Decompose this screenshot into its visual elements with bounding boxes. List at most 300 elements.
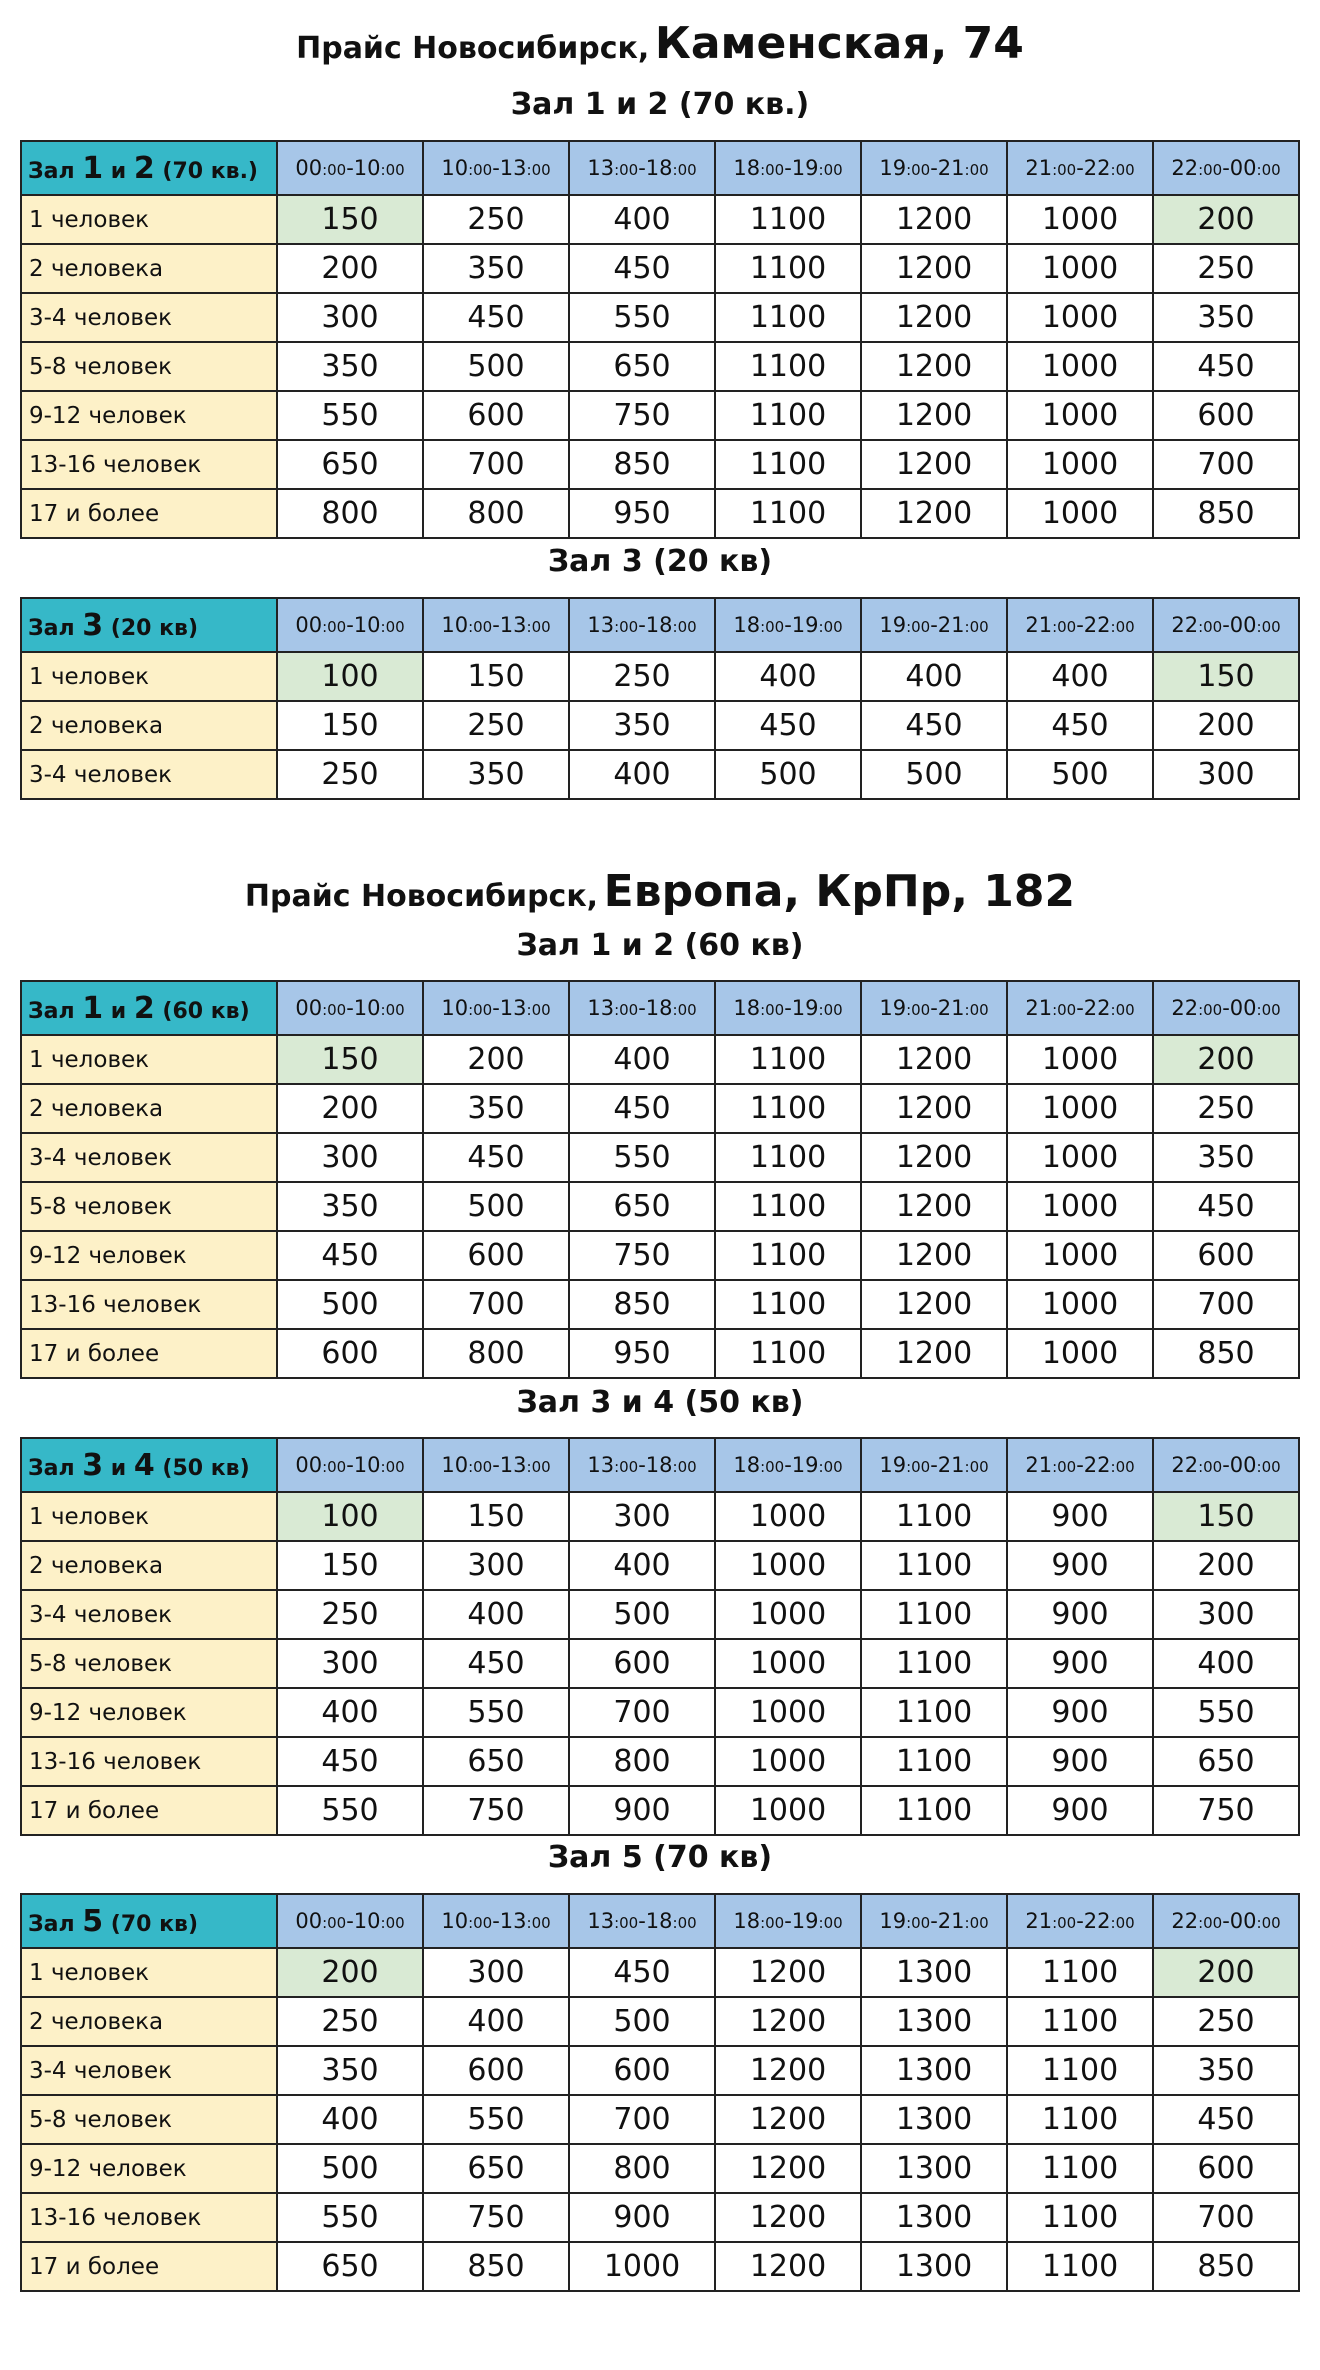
price-cell: 250 <box>569 652 715 701</box>
price-cell: 450 <box>423 1639 569 1688</box>
price-cell: 550 <box>277 2193 423 2242</box>
price-cell: 600 <box>1153 1231 1299 1280</box>
hall-number: 2 <box>133 150 155 186</box>
time-end-minutes: :00 <box>1110 161 1135 179</box>
table-header-row <box>21 1438 1299 1492</box>
hall-name-joiner: и <box>103 998 134 1024</box>
time-slot-header <box>423 1438 569 1492</box>
price-cell: 1100 <box>1007 2193 1153 2242</box>
group-size-label: 5-8 человек <box>21 1182 277 1231</box>
price-cell: 600 <box>1153 2144 1299 2193</box>
price-cell: 1100 <box>715 489 861 538</box>
time-start-hour: 18 <box>733 156 761 180</box>
time-start-hour: 13 <box>587 996 615 1020</box>
price-cell: 1100 <box>861 1786 1007 1835</box>
group-size-label: 1 человек <box>21 1948 277 1997</box>
price-cell: 250 <box>1153 1997 1299 2046</box>
time-slot-header <box>1007 1438 1153 1492</box>
time-start-hour: 10 <box>441 156 469 180</box>
price-cell: 550 <box>569 293 715 342</box>
price-cell: 350 <box>1153 1133 1299 1182</box>
time-end-minutes: :00 <box>1110 1458 1135 1476</box>
group-size-label: 17 и более <box>21 1329 277 1378</box>
time-slot-header <box>861 1438 1007 1492</box>
table-row <box>21 2046 1299 2095</box>
price-cell: 1200 <box>861 244 1007 293</box>
price-cell: 1200 <box>861 293 1007 342</box>
table-row <box>21 1688 1299 1737</box>
table-row <box>21 391 1299 440</box>
price-cell: 1000 <box>1007 1182 1153 1231</box>
time-end-hour: -13 <box>492 613 527 637</box>
time-start-minutes: :00 <box>468 1458 493 1476</box>
price-cell: 300 <box>423 1948 569 1997</box>
price-cell: 1000 <box>1007 489 1153 538</box>
time-start-minutes: :00 <box>906 1458 931 1476</box>
time-start-hour: 22 <box>1171 1909 1199 1933</box>
time-start-minutes: :00 <box>760 1001 785 1019</box>
price-cell: 450 <box>569 1084 715 1133</box>
price-cell: 150 <box>423 1492 569 1541</box>
price-cell: 1200 <box>715 2193 861 2242</box>
time-start-hour: 22 <box>1171 156 1199 180</box>
table-row <box>21 652 1299 701</box>
price-cell: 900 <box>569 1786 715 1835</box>
price-cell: 1200 <box>861 1280 1007 1329</box>
table-row <box>21 1997 1299 2046</box>
price-cell: 1000 <box>1007 1280 1153 1329</box>
group-size-label: 3-4 человек <box>21 293 277 342</box>
price-cell: 400 <box>569 750 715 799</box>
price-table <box>20 980 1300 1379</box>
time-slot-header <box>715 598 861 652</box>
time-slot-header <box>569 598 715 652</box>
time-end-hour: -18 <box>638 613 673 637</box>
group-size-label: 13-16 человек <box>21 440 277 489</box>
table-row <box>21 701 1299 750</box>
time-end-minutes: :00 <box>672 1914 697 1932</box>
price-cell: 250 <box>1153 1084 1299 1133</box>
price-cell: 1000 <box>715 1590 861 1639</box>
price-cell: 1200 <box>715 1997 861 2046</box>
price-cell: 1300 <box>861 1948 1007 1997</box>
price-cell: 1100 <box>1007 1948 1153 1997</box>
time-start-hour: 10 <box>441 613 469 637</box>
price-cell: 200 <box>277 1948 423 1997</box>
time-start-hour: 13 <box>587 156 615 180</box>
price-cell: 1100 <box>715 293 861 342</box>
price-cell: 1000 <box>1007 1084 1153 1133</box>
hall-name-cell <box>21 141 277 195</box>
hall-area: (70 кв) <box>103 1911 199 1937</box>
price-cell: 800 <box>569 2144 715 2193</box>
price-cell: 1100 <box>715 244 861 293</box>
price-cell: 550 <box>423 1688 569 1737</box>
table-row <box>21 342 1299 391</box>
time-start-minutes: :00 <box>322 618 347 636</box>
price-cell: 600 <box>1153 391 1299 440</box>
group-size-label: 17 и более <box>21 1786 277 1835</box>
price-cell: 450 <box>277 1231 423 1280</box>
table-row <box>21 2144 1299 2193</box>
time-end-minutes: :00 <box>1256 1914 1281 1932</box>
price-cell: 700 <box>1153 1280 1299 1329</box>
table-row <box>21 1133 1299 1182</box>
price-cell: 450 <box>423 293 569 342</box>
hall-area: (70 кв.) <box>154 158 258 184</box>
price-cell: 1100 <box>715 1329 861 1378</box>
time-start-hour: 22 <box>1171 1453 1199 1477</box>
price-cell: 1000 <box>569 2242 715 2291</box>
price-cell: 850 <box>1153 489 1299 538</box>
table-row <box>21 1948 1299 1997</box>
time-end-hour: -22 <box>1076 1453 1111 1477</box>
time-start-hour: 00 <box>295 613 323 637</box>
price-cell: 900 <box>1007 1786 1153 1835</box>
price-cell: 500 <box>1007 750 1153 799</box>
price-cell: 1300 <box>861 1997 1007 2046</box>
time-start-hour: 21 <box>1025 613 1053 637</box>
time-start-minutes: :00 <box>468 161 493 179</box>
price-cell: 400 <box>569 195 715 244</box>
price-cell: 750 <box>1153 1786 1299 1835</box>
time-slot-header <box>715 981 861 1035</box>
hall-title: Зал 1 и 2 (70 кв.) <box>510 87 810 122</box>
price-cell: 450 <box>569 244 715 293</box>
price-table <box>20 1893 1300 2292</box>
time-slot-header <box>277 141 423 195</box>
time-end-hour: -00 <box>1222 613 1257 637</box>
price-cell: 300 <box>277 293 423 342</box>
price-cell: 200 <box>423 1035 569 1084</box>
price-cell: 250 <box>277 1590 423 1639</box>
time-end-hour: -18 <box>638 1453 673 1477</box>
time-end-hour: -19 <box>784 996 819 1020</box>
table-row <box>21 293 1299 342</box>
price-cell: 1100 <box>1007 2046 1153 2095</box>
time-start-minutes: :00 <box>468 1914 493 1932</box>
price-cell: 400 <box>277 1688 423 1737</box>
group-size-label: 2 человека <box>21 701 277 750</box>
price-cell: 350 <box>423 1084 569 1133</box>
group-size-label: 13-16 человек <box>21 1280 277 1329</box>
price-cell: 1100 <box>715 195 861 244</box>
group-size-label: 1 человек <box>21 1492 277 1541</box>
hall-name-prefix: Зал <box>28 1455 83 1481</box>
price-cell: 1200 <box>861 489 1007 538</box>
price-cell: 400 <box>423 1590 569 1639</box>
table-row <box>21 2242 1299 2291</box>
time-slot-header <box>569 141 715 195</box>
time-end-minutes: :00 <box>1110 618 1135 636</box>
hall-number: 3 <box>82 1447 104 1483</box>
price-cell: 1100 <box>715 1035 861 1084</box>
time-start-minutes: :00 <box>322 1914 347 1932</box>
hall-name-cell <box>21 598 277 652</box>
time-start-hour: 21 <box>1025 996 1053 1020</box>
price-cell: 500 <box>715 750 861 799</box>
time-slot-header <box>861 981 1007 1035</box>
time-end-minutes: :00 <box>526 161 551 179</box>
group-size-label: 3-4 человек <box>21 750 277 799</box>
time-end-minutes: :00 <box>1256 1001 1281 1019</box>
price-cell: 150 <box>277 1541 423 1590</box>
price-cell: 500 <box>861 750 1007 799</box>
price-cell: 450 <box>1153 342 1299 391</box>
price-cell: 900 <box>1007 1541 1153 1590</box>
time-end-hour: -21 <box>930 156 965 180</box>
price-cell: 1200 <box>861 1329 1007 1378</box>
hall-name-prefix: Зал <box>28 1911 83 1937</box>
price-cell: 1000 <box>715 1688 861 1737</box>
time-start-minutes: :00 <box>1052 1914 1077 1932</box>
price-cell: 700 <box>423 1280 569 1329</box>
price-cell: 350 <box>423 750 569 799</box>
table-header-row <box>21 1894 1299 1948</box>
price-cell: 750 <box>569 1231 715 1280</box>
price-cell: 850 <box>423 2242 569 2291</box>
price-cell: 500 <box>569 1997 715 2046</box>
price-cell: 1000 <box>1007 342 1153 391</box>
price-cell: 1200 <box>715 2144 861 2193</box>
time-end-hour: -10 <box>346 1909 381 1933</box>
group-size-label: 3-4 человек <box>21 2046 277 2095</box>
time-slot-header <box>1153 141 1299 195</box>
price-cell: 1100 <box>715 1182 861 1231</box>
table-row <box>21 2193 1299 2242</box>
time-start-minutes: :00 <box>906 161 931 179</box>
time-slot-header <box>423 141 569 195</box>
time-end-minutes: :00 <box>526 618 551 636</box>
price-cell: 300 <box>1153 1590 1299 1639</box>
time-end-minutes: :00 <box>526 1914 551 1932</box>
time-slot-header <box>569 1438 715 1492</box>
price-cell: 550 <box>277 391 423 440</box>
price-cell: 250 <box>423 701 569 750</box>
price-title <box>0 866 1320 917</box>
time-start-hour: 00 <box>295 156 323 180</box>
price-cell: 1200 <box>715 2046 861 2095</box>
hall-number: 2 <box>133 990 155 1026</box>
table-header-row <box>21 141 1299 195</box>
table-row <box>21 1492 1299 1541</box>
time-start-hour: 21 <box>1025 156 1053 180</box>
price-cell: 650 <box>569 342 715 391</box>
price-title-prefix: Прайс Новосибирск, <box>296 31 650 66</box>
hall-title: Зал 5 (70 кв) <box>547 1840 773 1875</box>
table-row <box>21 195 1299 244</box>
price-table <box>20 597 1300 800</box>
table-row <box>21 1182 1299 1231</box>
time-end-minutes: :00 <box>818 1458 843 1476</box>
group-size-label: 9-12 человек <box>21 1688 277 1737</box>
price-cell: 700 <box>423 440 569 489</box>
price-cell: 850 <box>569 440 715 489</box>
hall-number: 1 <box>82 990 104 1026</box>
price-cell: 200 <box>1153 1541 1299 1590</box>
price-cell: 650 <box>1153 1737 1299 1786</box>
price-title-prefix: Прайс Новосибирск, <box>244 879 599 914</box>
time-start-minutes: :00 <box>760 1458 785 1476</box>
price-cell: 400 <box>423 1997 569 2046</box>
time-slot-header <box>1153 981 1299 1035</box>
price-title-location: Европа, КрПр, 182 <box>603 866 1076 917</box>
price-cell: 1100 <box>1007 2095 1153 2144</box>
price-cell: 700 <box>569 1688 715 1737</box>
time-end-hour: -13 <box>492 1909 527 1933</box>
price-cell: 450 <box>1007 701 1153 750</box>
time-end-hour: -21 <box>930 1453 965 1477</box>
price-cell: 300 <box>277 1639 423 1688</box>
price-cell: 1000 <box>1007 391 1153 440</box>
hall-number: 4 <box>133 1447 155 1483</box>
time-start-hour: 22 <box>1171 996 1199 1020</box>
time-end-hour: -13 <box>492 996 527 1020</box>
price-cell: 950 <box>569 1329 715 1378</box>
time-end-minutes: :00 <box>818 1914 843 1932</box>
hall-number: 1 <box>82 150 104 186</box>
time-start-hour: 19 <box>879 156 907 180</box>
price-cell: 600 <box>423 391 569 440</box>
price-cell: 1000 <box>715 1639 861 1688</box>
price-cell: 1100 <box>1007 1997 1153 2046</box>
price-cell: 1200 <box>861 1182 1007 1231</box>
time-start-hour: 19 <box>879 1453 907 1477</box>
price-cell: 300 <box>423 1541 569 1590</box>
price-cell: 1100 <box>715 1280 861 1329</box>
time-end-minutes: :00 <box>964 1914 989 1932</box>
price-cell: 1000 <box>715 1786 861 1835</box>
hall-area: (50 кв) <box>154 1455 250 1481</box>
hall-area: (60 кв) <box>154 998 250 1024</box>
price-cell: 550 <box>569 1133 715 1182</box>
time-end-minutes: :00 <box>526 1458 551 1476</box>
hall-area: (20 кв) <box>103 615 199 641</box>
table-row <box>21 1639 1299 1688</box>
price-cell: 650 <box>277 2242 423 2291</box>
group-size-label: 13-16 человек <box>21 1737 277 1786</box>
time-end-minutes: :00 <box>818 1001 843 1019</box>
group-size-label: 2 человека <box>21 244 277 293</box>
group-size-label: 1 человек <box>21 1035 277 1084</box>
time-end-hour: -18 <box>638 156 673 180</box>
price-cell: 1100 <box>861 1541 1007 1590</box>
time-slot-header <box>1153 1438 1299 1492</box>
price-cell: 500 <box>569 1590 715 1639</box>
time-slot-header <box>1007 1894 1153 1948</box>
hall-number: 3 <box>82 607 104 643</box>
price-cell: 150 <box>277 195 423 244</box>
price-cell: 700 <box>1153 440 1299 489</box>
time-start-minutes: :00 <box>1052 161 1077 179</box>
table-row <box>21 2095 1299 2144</box>
table-row <box>21 1329 1299 1378</box>
time-slot-header <box>715 1438 861 1492</box>
time-end-hour: -22 <box>1076 156 1111 180</box>
price-cell: 250 <box>277 750 423 799</box>
price-cell: 1000 <box>1007 1329 1153 1378</box>
table-header-row <box>21 981 1299 1035</box>
price-cell: 400 <box>1153 1639 1299 1688</box>
time-start-minutes: :00 <box>614 1458 639 1476</box>
group-size-label: 1 человек <box>21 652 277 701</box>
price-cell: 100 <box>277 1492 423 1541</box>
time-start-minutes: :00 <box>1052 1458 1077 1476</box>
price-cell: 850 <box>1153 1329 1299 1378</box>
price-cell: 300 <box>1153 750 1299 799</box>
group-size-label: 5-8 человек <box>21 1639 277 1688</box>
price-cell: 500 <box>423 1182 569 1231</box>
price-cell: 900 <box>1007 1590 1153 1639</box>
price-cell: 800 <box>423 1329 569 1378</box>
table-row <box>21 1231 1299 1280</box>
table-row <box>21 1786 1299 1835</box>
price-cell: 700 <box>1153 2193 1299 2242</box>
time-end-minutes: :00 <box>672 1458 697 1476</box>
price-cell: 1100 <box>715 1133 861 1182</box>
price-cell: 800 <box>569 1737 715 1786</box>
time-start-hour: 10 <box>441 1453 469 1477</box>
time-start-minutes: :00 <box>614 161 639 179</box>
price-cell: 450 <box>569 1948 715 1997</box>
price-cell: 1000 <box>715 1737 861 1786</box>
price-cell: 450 <box>715 701 861 750</box>
time-start-hour: 13 <box>587 1909 615 1933</box>
price-cell: 400 <box>715 652 861 701</box>
time-slot-header <box>1007 598 1153 652</box>
time-end-minutes: :00 <box>1256 1458 1281 1476</box>
hall-name-prefix: Зал <box>28 615 83 641</box>
time-start-minutes: :00 <box>614 1001 639 1019</box>
time-end-hour: -00 <box>1222 1909 1257 1933</box>
price-cell: 1200 <box>715 1948 861 1997</box>
table-row <box>21 1084 1299 1133</box>
table-header-row <box>21 598 1299 652</box>
price-cell: 400 <box>569 1541 715 1590</box>
time-slot-header <box>569 1894 715 1948</box>
price-cell: 600 <box>423 1231 569 1280</box>
group-size-label: 13-16 человек <box>21 2193 277 2242</box>
time-end-hour: -19 <box>784 1453 819 1477</box>
time-start-minutes: :00 <box>1198 1914 1223 1932</box>
hall-name-joiner: и <box>103 1455 134 1481</box>
time-start-hour: 18 <box>733 1909 761 1933</box>
price-cell: 550 <box>423 2095 569 2144</box>
price-cell: 1100 <box>861 1492 1007 1541</box>
price-cell: 200 <box>1153 1948 1299 1997</box>
group-size-label: 9-12 человек <box>21 1231 277 1280</box>
price-cell: 1200 <box>861 391 1007 440</box>
price-cell: 1100 <box>715 1084 861 1133</box>
time-end-hour: -10 <box>346 996 381 1020</box>
price-cell: 450 <box>1153 2095 1299 2144</box>
time-end-hour: -10 <box>346 613 381 637</box>
time-start-minutes: :00 <box>322 161 347 179</box>
price-cell: 150 <box>277 701 423 750</box>
price-cell: 400 <box>861 652 1007 701</box>
price-cell: 1100 <box>715 342 861 391</box>
price-cell: 650 <box>423 1737 569 1786</box>
time-start-minutes: :00 <box>760 618 785 636</box>
time-end-minutes: :00 <box>380 1458 405 1476</box>
price-cell: 650 <box>277 440 423 489</box>
price-cell: 1300 <box>861 2242 1007 2291</box>
time-end-hour: -22 <box>1076 1909 1111 1933</box>
hall-name-joiner: и <box>103 158 134 184</box>
price-cell: 800 <box>423 489 569 538</box>
price-cell: 1200 <box>861 1133 1007 1182</box>
price-cell: 850 <box>1153 2242 1299 2291</box>
